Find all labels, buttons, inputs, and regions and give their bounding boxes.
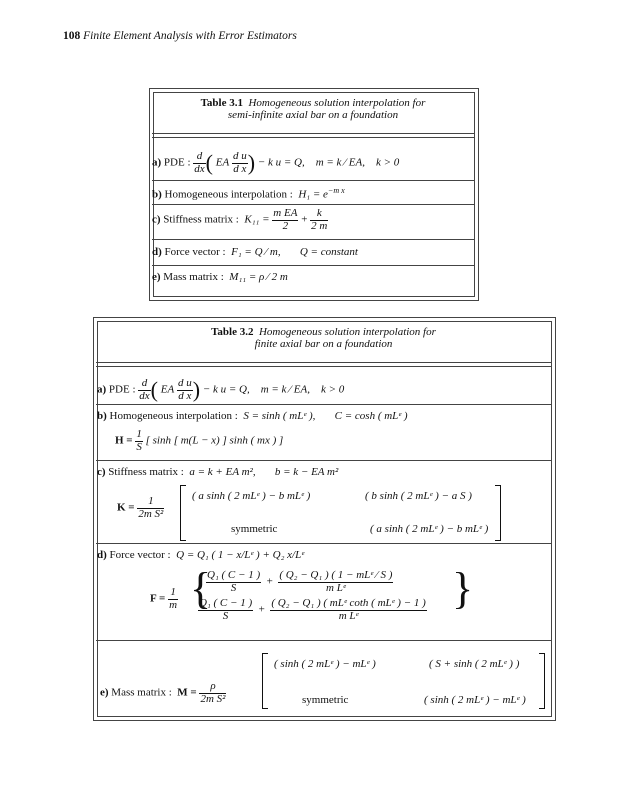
running-head: [63, 30, 297, 42]
page-number: 108: [63, 30, 81, 42]
M-21: symmetric: [302, 694, 349, 706]
table-3-1-row-a: a) PDE : $\frac{d}{dx}$ ( EA $\frac{\text{d u}}{\text{d x}}$ ) − k u = Q, m = k ⁄ EA, k > 0: [152, 149, 400, 175]
M-11: ( sinh ( 2 mLᵉ ) − mLᵉ ): [274, 658, 376, 670]
table-3-2-row-b: b) Homogeneous interpolation : S = sinh ( mLᵉ ), C = cosh ( mLᵉ ): [97, 410, 408, 422]
table-3-1-row-d: d) Force vector : F₁ = Q ⁄ m, Q = constant: [152, 246, 358, 258]
book-title: Finite Element Analysis with Error Estimators: [83, 30, 297, 42]
K-12: ( b sinh ( 2 mLᵉ ) − a S ): [365, 490, 472, 502]
table-3-1-row-e: e) Mass matrix : M₁₁ = ρ ⁄ 2 m: [152, 271, 288, 283]
table-3-2-row-e: e) Mass matrix : M = $\frac{\rho}{\text{2m S²}}$: [100, 680, 226, 705]
table-3-2-K: K = $\frac{1}{\text{2m S²}}$: [117, 495, 164, 520]
table-3-1-caption: Table 3.1 Homogeneous solution interpolation for semi-infinite axial bar on a foundation: [200, 97, 426, 121]
table-3-2-H: H = $\frac{1}{S}$ [ sinh [ m(L − x) ] sinh ( mx ) ]: [115, 428, 284, 453]
table-3-1-row-b: b) Homogeneous interpolation : $H_1 = e^{-m x}$: [152, 186, 345, 201]
table-3-2-caption: Table 3.2 Homogeneous solution interpolation for finite axial bar on a foundation: [211, 326, 436, 350]
table-3-2-row-d: d) Force vector : Q = Q₁ ( 1 − x/Lᵉ ) + Q₂ x/Lᵉ: [97, 549, 305, 561]
table-3-2-row-a: a) PDE : $\frac{d}{dx}$ ( EA $\frac{\text{d u}}{\text{d x}}$ ) − k u = Q, m = k ⁄ EA, k > 0: [97, 376, 345, 402]
K-22: ( a sinh ( 2 mLᵉ ) − b mLᵉ ): [370, 523, 489, 535]
F-2: $\frac{\text{Q₁ ( C − 1 )}}{S}$ + $\frac{\text{( Q₂ − Q₁ ) ( mLᵉ coth ( mLᵉ ) − 1 )}}{\text{m Lᵉ}}$: [199, 597, 426, 622]
table-3-2-row-c: c) Stiffness matrix : a = k + EA m², b = k − EA m²: [97, 466, 339, 478]
K-11: ( a sinh ( 2 mLᵉ ) − b mLᵉ ): [192, 490, 311, 502]
table-3-1-row-c: c) Stiffness matrix : K₁₁ = $\frac{\text{m EA}}{2}$ + $\frac{k}{2 m}$: [152, 207, 328, 232]
M-22: ( sinh ( 2 mLᵉ ) − mLᵉ ): [424, 694, 526, 706]
table-3-2-F: F = $\frac{1}{m}$: [150, 586, 178, 611]
K-21: symmetric: [231, 523, 278, 535]
M-12: ( S + sinh ( 2 mLᵉ ) ): [429, 658, 520, 670]
F-1: $\frac{\text{Q₁ ( C − 1 )}}{S}$ + $\frac{\text{( Q₂ − Q₁ ) ( 1 − mLᵉ ⁄ S )}}{\text{m Lᵉ}}$: [207, 569, 393, 594]
